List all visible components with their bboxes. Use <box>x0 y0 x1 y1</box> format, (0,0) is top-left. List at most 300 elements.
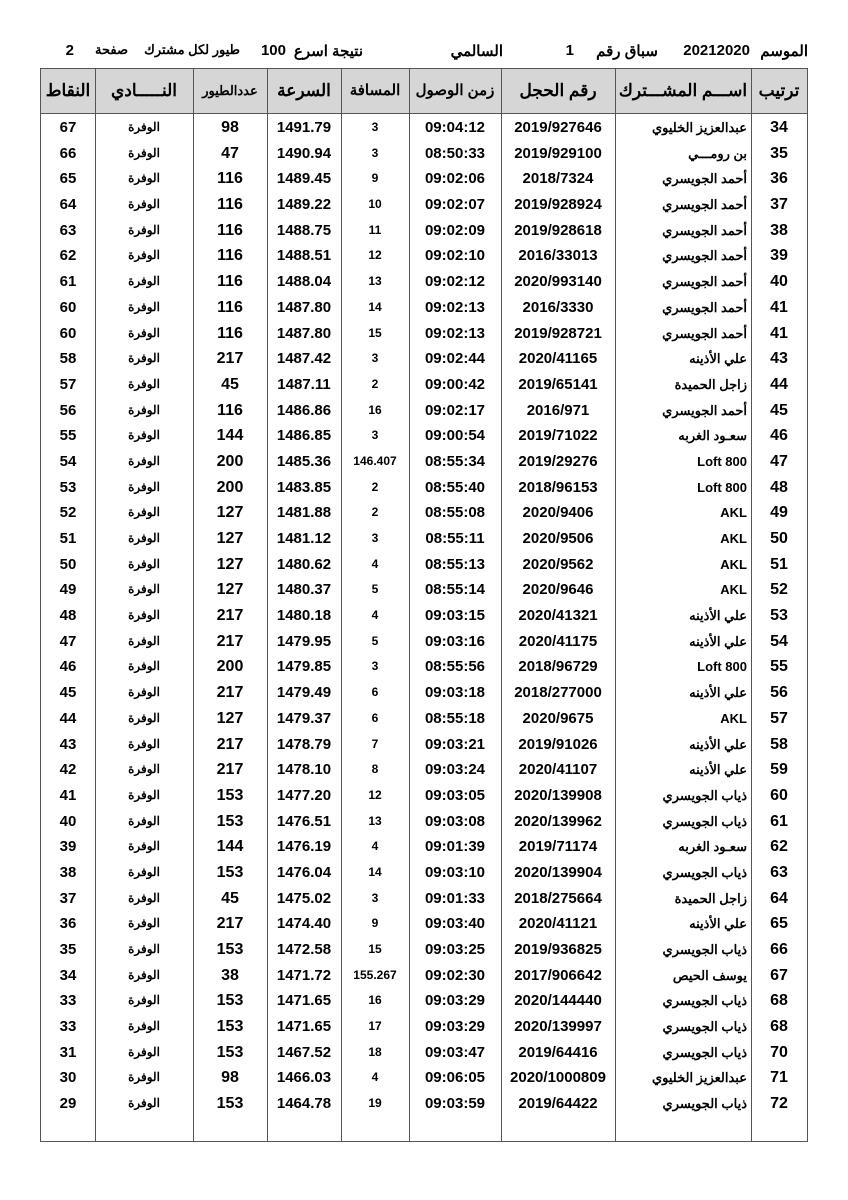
ring-number-cell: 2019/64422 <box>518 1095 598 1113</box>
arrival-time-cell: 08:55:14 <box>424 581 486 599</box>
birds-count-cell: 153 <box>216 1018 244 1036</box>
club-cell: الوفرة <box>128 1070 160 1085</box>
member-name-cell: أحمد الجويسري <box>662 299 747 315</box>
distance-cell: 13 <box>368 274 382 289</box>
arrival-time-cell: 09:00:54 <box>424 427 486 445</box>
member-name-cell: علي الأذينه <box>689 608 747 624</box>
table-row <box>41 834 807 860</box>
distance-cell: 2 <box>371 479 379 494</box>
rank-cell: 66 <box>770 941 788 958</box>
col-header-birds: عددالطيور <box>202 83 258 98</box>
club-cell: الوفرة <box>128 942 160 956</box>
distance-cell: 13 <box>368 813 382 828</box>
club-cell: الوفرة <box>128 351 160 366</box>
member-name-cell: ذياب الجويسري <box>662 1019 747 1035</box>
table-row <box>41 423 807 449</box>
speed-cell: 1478.79 <box>276 735 332 753</box>
speed-cell: 1490.94 <box>276 144 332 162</box>
arrival-time-cell: 09:04:12 <box>424 119 486 136</box>
member-name-cell: أحمد الجويسري <box>662 325 747 341</box>
points-cell: 37 <box>59 889 77 907</box>
birds-count-cell: 217 <box>216 632 244 650</box>
club-cell: الوفرة <box>128 453 160 468</box>
speed-cell: 1467.52 <box>276 1043 332 1061</box>
speed-cell: 1488.51 <box>276 247 332 265</box>
table-row <box>41 757 807 783</box>
birds-count-cell: 200 <box>216 478 244 496</box>
rank-cell: 68 <box>770 992 788 1010</box>
speed-cell: 1471.65 <box>276 1018 332 1036</box>
speed-cell: 1485.36 <box>276 452 332 470</box>
points-cell: 33 <box>59 992 77 1010</box>
points-cell: 44 <box>59 709 77 727</box>
speed-cell: 1478.10 <box>276 761 332 779</box>
ring-number-cell: 2020/9562 <box>522 555 594 573</box>
ring-number-cell: 2020/9406 <box>522 504 594 522</box>
rank-cell: 37 <box>770 196 788 214</box>
ring-number-cell: 2019/927646 <box>514 119 602 136</box>
member-name-cell: بن رومـــي <box>688 145 747 161</box>
ring-number-cell: 2018/277000 <box>514 684 602 702</box>
rank-cell: 38 <box>770 221 788 239</box>
points-cell: 36 <box>59 915 77 933</box>
birds-count-cell: 153 <box>216 812 244 830</box>
speed-cell: 1489.22 <box>276 196 332 214</box>
rank-cell: 54 <box>770 632 788 650</box>
speed-cell: 1476.51 <box>276 812 332 830</box>
member-name-cell: ذياب الجويسري <box>662 864 747 880</box>
arrival-time-cell: 08:55:34 <box>424 452 486 470</box>
table-row <box>41 166 807 192</box>
club-cell: الوفرة <box>128 787 160 802</box>
birds-count-cell: 116 <box>217 170 243 188</box>
member-name-cell: أحمد الجويسري <box>662 222 747 238</box>
member-name-cell: أحمد الجويسري <box>662 248 747 264</box>
points-cell: 58 <box>59 350 77 368</box>
ring-number-cell: 2020/9646 <box>522 581 594 599</box>
distance-cell: 155.267 <box>353 967 397 982</box>
club-cell: الوفرة <box>128 890 160 905</box>
table-row <box>41 809 807 835</box>
rank-cell: 51 <box>770 555 788 573</box>
points-cell: 56 <box>59 401 77 419</box>
birds-count-cell: 217 <box>216 761 244 779</box>
table-row <box>41 526 807 552</box>
table-row <box>41 654 807 680</box>
table-row <box>41 115 807 141</box>
points-cell: 34 <box>59 966 77 984</box>
club-cell: الوفرة <box>128 1044 160 1059</box>
table-row <box>41 603 807 629</box>
member-name-cell: سعـود الغربه <box>678 839 747 855</box>
points-cell: 60 <box>59 324 77 342</box>
member-name-cell: ذياب الجويسري <box>662 1044 747 1060</box>
distance-cell: 4 <box>371 556 379 571</box>
rank-cell: 71 <box>770 1069 788 1087</box>
rank-cell: 46 <box>770 427 788 445</box>
distance-cell: 15 <box>368 942 382 956</box>
arrival-time-cell: 09:02:13 <box>424 298 486 316</box>
distance-cell: 16 <box>368 993 382 1008</box>
member-name-cell: ذياب الجويسري <box>662 813 747 829</box>
report-header-line <box>40 42 808 66</box>
birds-count-cell: 127 <box>216 504 244 522</box>
club-cell: الوفرة <box>128 428 160 443</box>
member-name-cell: ذياب الجويسري <box>662 1096 747 1112</box>
arrival-time-cell: 08:50:33 <box>424 144 486 162</box>
distance-cell: 12 <box>368 248 382 263</box>
birds-count-cell: 153 <box>216 992 244 1010</box>
rank-cell: 58 <box>770 735 788 753</box>
member-name-cell: أحمد الجويسري <box>662 274 747 290</box>
arrival-time-cell: 09:03:05 <box>424 786 486 804</box>
table-row <box>41 963 807 989</box>
arrival-time-cell: 09:02:07 <box>424 196 486 214</box>
race-value: 1 <box>565 42 574 59</box>
birds-count-cell: 127 <box>216 709 244 727</box>
distance-cell: 8 <box>371 762 379 777</box>
ring-number-cell: 2019/65141 <box>518 375 598 393</box>
club-cell: الوفرة <box>128 274 160 289</box>
member-name-cell: AKL <box>720 710 747 726</box>
rank-cell: 64 <box>770 889 788 907</box>
club-cell: الوفرة <box>128 248 160 263</box>
points-cell: 39 <box>59 838 77 856</box>
rank-cell: 60 <box>770 786 788 804</box>
table-row <box>41 577 807 603</box>
table-header <box>41 69 807 114</box>
speed-cell: 1491.79 <box>276 119 332 136</box>
table-row <box>41 860 807 886</box>
arrival-time-cell: 09:03:29 <box>424 1018 486 1036</box>
rank-cell: 44 <box>770 375 788 393</box>
arrival-time-cell: 09:02:13 <box>424 324 486 342</box>
points-cell: 33 <box>59 1018 77 1036</box>
club-cell: الوفرة <box>128 710 160 725</box>
ring-number-cell: 2020/41165 <box>518 350 598 368</box>
ring-number-cell: 2019/928924 <box>514 196 602 214</box>
club-cell: الوفرة <box>128 608 160 623</box>
col-header-time: زمن الوصول <box>415 82 495 99</box>
club-cell: الوفرة <box>128 582 160 597</box>
rank-cell: 36 <box>770 170 788 188</box>
points-cell: 29 <box>59 1095 77 1113</box>
rank-cell: 40 <box>770 273 788 291</box>
speed-cell: 1471.72 <box>276 966 332 984</box>
speed-cell: 1476.04 <box>276 863 332 881</box>
table-row <box>41 243 807 269</box>
member-name-cell: علي الأذينه <box>689 685 747 701</box>
table-row <box>41 1065 807 1091</box>
points-cell: 31 <box>59 1043 77 1061</box>
club-cell: الوفرة <box>128 479 160 494</box>
club-cell: الوفرة <box>128 299 160 314</box>
ring-number-cell: 2020/9675 <box>522 709 594 727</box>
ring-number-cell: 2019/91026 <box>518 735 598 753</box>
club-cell: الوفرة <box>128 736 160 751</box>
speed-cell: 1466.03 <box>276 1069 332 1087</box>
ring-number-cell: 2020/41175 <box>518 632 598 650</box>
distance-cell: 9 <box>371 171 379 186</box>
member-name-cell: أحمد الجويسري <box>662 197 747 213</box>
birds-count-cell: 38 <box>221 966 239 984</box>
rank-cell: 47 <box>770 452 788 470</box>
speed-cell: 1475.02 <box>276 889 332 907</box>
arrival-time-cell: 08:55:13 <box>424 555 486 573</box>
ring-number-cell: 2020/41121 <box>518 915 598 933</box>
club-cell: الوفرة <box>128 222 160 237</box>
distance-cell: 3 <box>371 351 379 366</box>
table-row <box>41 629 807 655</box>
speed-cell: 1487.80 <box>276 324 332 342</box>
points-cell: 63 <box>59 221 77 239</box>
speed-cell: 1474.40 <box>276 915 332 933</box>
rank-cell: 35 <box>770 144 788 162</box>
birds-count-cell: 153 <box>216 863 244 881</box>
birds-count-cell: 217 <box>216 607 244 625</box>
birds-count-cell: 116 <box>217 221 243 239</box>
arrival-time-cell: 09:02:12 <box>424 273 486 291</box>
race-label: سباق رقم <box>596 43 658 60</box>
speed-cell: 1479.95 <box>276 632 332 650</box>
ring-number-cell: 2020/139997 <box>514 1018 602 1036</box>
arrival-time-cell: 09:03:18 <box>424 684 486 702</box>
arrival-time-cell: 09:00:42 <box>424 375 486 393</box>
distance-cell: 4 <box>371 839 379 854</box>
member-name-cell: AKL <box>720 556 747 572</box>
arrival-time-cell: 09:01:33 <box>424 889 486 907</box>
points-cell: 54 <box>59 452 77 470</box>
arrival-time-cell: 09:03:10 <box>424 863 486 881</box>
season-value: 20212020 <box>683 42 750 59</box>
birds-count-cell: 45 <box>221 375 239 393</box>
points-cell: 48 <box>59 607 77 625</box>
table-row <box>41 732 807 758</box>
birds-count-cell: 144 <box>216 838 244 856</box>
arrival-time-cell: 09:03:24 <box>424 761 486 779</box>
arrival-time-cell: 09:02:44 <box>424 350 486 368</box>
table-row <box>41 295 807 321</box>
birds-count-cell: 217 <box>216 684 244 702</box>
rank-cell: 56 <box>770 684 788 702</box>
page-label: صفحة <box>95 42 128 57</box>
member-name-cell: علي الأذينه <box>689 351 747 367</box>
birds-count-cell: 116 <box>217 401 243 419</box>
member-name-cell: ذياب الجويسري <box>662 993 747 1009</box>
club-cell: الوفرة <box>128 145 160 160</box>
member-name-cell: أحمد الجويسري <box>662 171 747 187</box>
birds-count-cell: 153 <box>216 941 244 958</box>
birds-count-cell: 153 <box>216 1043 244 1061</box>
points-cell: 42 <box>59 761 77 779</box>
col-header-club: النـــــادي <box>111 81 177 100</box>
birds-count-cell: 144 <box>216 427 244 445</box>
ring-number-cell: 2019/71174 <box>518 838 598 856</box>
speed-cell: 1464.78 <box>276 1095 332 1113</box>
club-cell: الوفرة <box>128 813 160 828</box>
table-row <box>41 552 807 578</box>
distance-cell: 3 <box>371 145 379 160</box>
table-row <box>41 346 807 372</box>
member-name-cell: زاجل الحميدة <box>674 376 747 392</box>
speed-cell: 1489.45 <box>276 170 332 188</box>
member-name-cell: عبدالعزيز الخليوي <box>651 1070 747 1086</box>
rank-cell: 59 <box>770 761 788 779</box>
points-cell: 50 <box>59 555 77 573</box>
col-header-points: النقاط <box>45 81 91 100</box>
points-cell: 30 <box>59 1069 77 1087</box>
rank-cell: 70 <box>770 1043 788 1061</box>
points-cell: 38 <box>59 863 77 881</box>
arrival-time-cell: 09:03:15 <box>424 607 486 625</box>
arrival-time-cell: 09:03:59 <box>424 1095 486 1113</box>
ring-number-cell: 2019/64416 <box>518 1043 598 1061</box>
arrival-time-cell: 08:55:11 <box>425 530 485 547</box>
arrival-time-cell: 09:03:16 <box>424 632 486 650</box>
ring-number-cell: 2018/96729 <box>518 658 598 676</box>
arrival-time-cell: 09:06:05 <box>424 1069 486 1087</box>
table-row <box>41 192 807 218</box>
club-cell: الوفرة <box>128 505 160 520</box>
birds-count-cell: 116 <box>217 247 243 265</box>
points-cell: 45 <box>59 684 77 702</box>
member-name-cell: AKL <box>720 505 747 521</box>
points-cell: 46 <box>59 658 77 676</box>
club-cell: الوفرة <box>128 531 160 545</box>
distance-cell: 3 <box>371 428 379 443</box>
birds-count-cell: 217 <box>216 350 244 368</box>
col-header-rank: ترتيب <box>758 81 800 100</box>
points-cell: 51 <box>59 530 77 547</box>
member-name-cell: أحمد الجويسري <box>662 402 747 418</box>
table-row <box>41 1040 807 1066</box>
distance-cell: 19 <box>368 1096 382 1111</box>
distance-cell: 10 <box>368 197 382 212</box>
points-cell: 61 <box>59 273 77 291</box>
arrival-time-cell: 09:02:09 <box>424 221 486 239</box>
birds-count-cell: 217 <box>216 915 244 933</box>
table-row <box>41 911 807 937</box>
birds-count-cell: 200 <box>216 658 244 676</box>
birds-count-cell: 127 <box>216 555 244 573</box>
ring-number-cell: 2019/29276 <box>518 452 598 470</box>
club-cell: الوفرة <box>128 1019 160 1034</box>
member-name-cell: Loft 800 <box>697 479 747 495</box>
birds-count-cell: 116 <box>217 273 243 291</box>
ring-number-cell: 2019/929100 <box>514 144 602 162</box>
member-name-cell: Loft 800 <box>697 453 747 469</box>
table-row <box>41 706 807 732</box>
rank-cell: 43 <box>770 350 788 368</box>
distance-cell: 16 <box>368 402 382 417</box>
arrival-time-cell: 09:03:29 <box>424 992 486 1010</box>
ring-number-cell: 2020/41321 <box>518 607 598 625</box>
arrival-time-cell: 08:55:56 <box>424 658 486 676</box>
club-cell: الوفرة <box>128 839 160 854</box>
birds-count-cell: 98 <box>221 119 239 136</box>
points-cell: 65 <box>59 170 77 188</box>
distance-cell: 12 <box>368 787 382 802</box>
rank-cell: 55 <box>770 658 788 676</box>
member-name-cell: علي الأذينه <box>689 762 747 778</box>
speed-cell: 1487.80 <box>276 298 332 316</box>
distance-cell: 2 <box>371 505 379 520</box>
speed-cell: 1487.11 <box>277 375 331 393</box>
member-name-cell: علي الأذينه <box>689 736 747 752</box>
member-name-cell: AKL <box>720 582 747 598</box>
rank-cell: 53 <box>770 607 788 625</box>
speed-cell: 1481.88 <box>276 504 332 522</box>
member-name-cell: زاجل الحميدة <box>674 890 747 906</box>
arrival-time-cell: 09:03:08 <box>424 812 486 830</box>
result-value: 100 <box>260 42 286 59</box>
rank-cell: 67 <box>770 966 788 984</box>
distance-cell: 3 <box>371 531 379 545</box>
rank-cell: 41 <box>770 324 788 342</box>
birds-count-cell: 116 <box>217 196 243 214</box>
birds-count-cell: 47 <box>221 144 239 162</box>
col-header-name: اســـم المشـــترك <box>618 81 748 100</box>
points-cell: 62 <box>59 247 77 265</box>
speed-cell: 1476.19 <box>276 838 332 856</box>
member-name-cell: علي الأذينه <box>689 633 747 649</box>
rank-cell: 57 <box>770 709 788 727</box>
points-cell: 66 <box>59 144 77 162</box>
club-cell: الوفرة <box>128 685 160 700</box>
distance-cell: 17 <box>368 1019 382 1034</box>
club-cell: الوفرة <box>128 967 160 982</box>
birds-count-cell: 153 <box>216 786 244 804</box>
ring-number-cell: 2019/936825 <box>514 941 602 958</box>
distance-cell: 3 <box>371 890 379 905</box>
birds-count-cell: 116 <box>217 324 243 342</box>
rank-cell: 52 <box>770 581 788 599</box>
points-cell: 49 <box>59 581 77 599</box>
rank-cell: 68 <box>770 1018 788 1036</box>
speed-cell: 1479.85 <box>276 658 332 676</box>
speed-cell: 1480.62 <box>276 555 332 573</box>
distance-cell: 14 <box>368 299 382 314</box>
rank-cell: 39 <box>770 247 788 265</box>
table-row <box>41 398 807 424</box>
ring-number-cell: 2016/33013 <box>518 247 598 265</box>
arrival-time-cell: 09:03:47 <box>424 1043 486 1061</box>
distance-cell: 3 <box>371 120 379 134</box>
table-row <box>41 1014 807 1040</box>
distance-cell: 5 <box>371 582 379 597</box>
points-cell: 40 <box>59 812 77 830</box>
distance-cell: 7 <box>371 736 379 751</box>
rank-cell: 49 <box>770 504 788 522</box>
ring-number-cell: 2019/928721 <box>514 324 602 342</box>
distance-cell: 11 <box>368 222 382 237</box>
points-cell: 55 <box>59 427 77 445</box>
club-cell: الوفرة <box>128 864 160 879</box>
club-cell: الوفرة <box>128 556 160 571</box>
per-member-label: طيور لكل مشترك <box>144 42 240 57</box>
points-cell: 41 <box>59 786 77 804</box>
arrival-time-cell: 09:01:39 <box>424 838 486 856</box>
ring-number-cell: 2020/139904 <box>514 863 602 881</box>
col-header-speed: السرعة <box>277 81 331 100</box>
distance-cell: 5 <box>371 633 379 648</box>
speed-cell: 1488.75 <box>276 221 332 239</box>
speed-cell: 1481.12 <box>276 530 332 547</box>
rank-cell: 50 <box>770 530 788 547</box>
distance-cell: 14 <box>368 864 382 879</box>
points-cell: 60 <box>59 298 77 316</box>
rank-cell: 72 <box>770 1095 788 1113</box>
